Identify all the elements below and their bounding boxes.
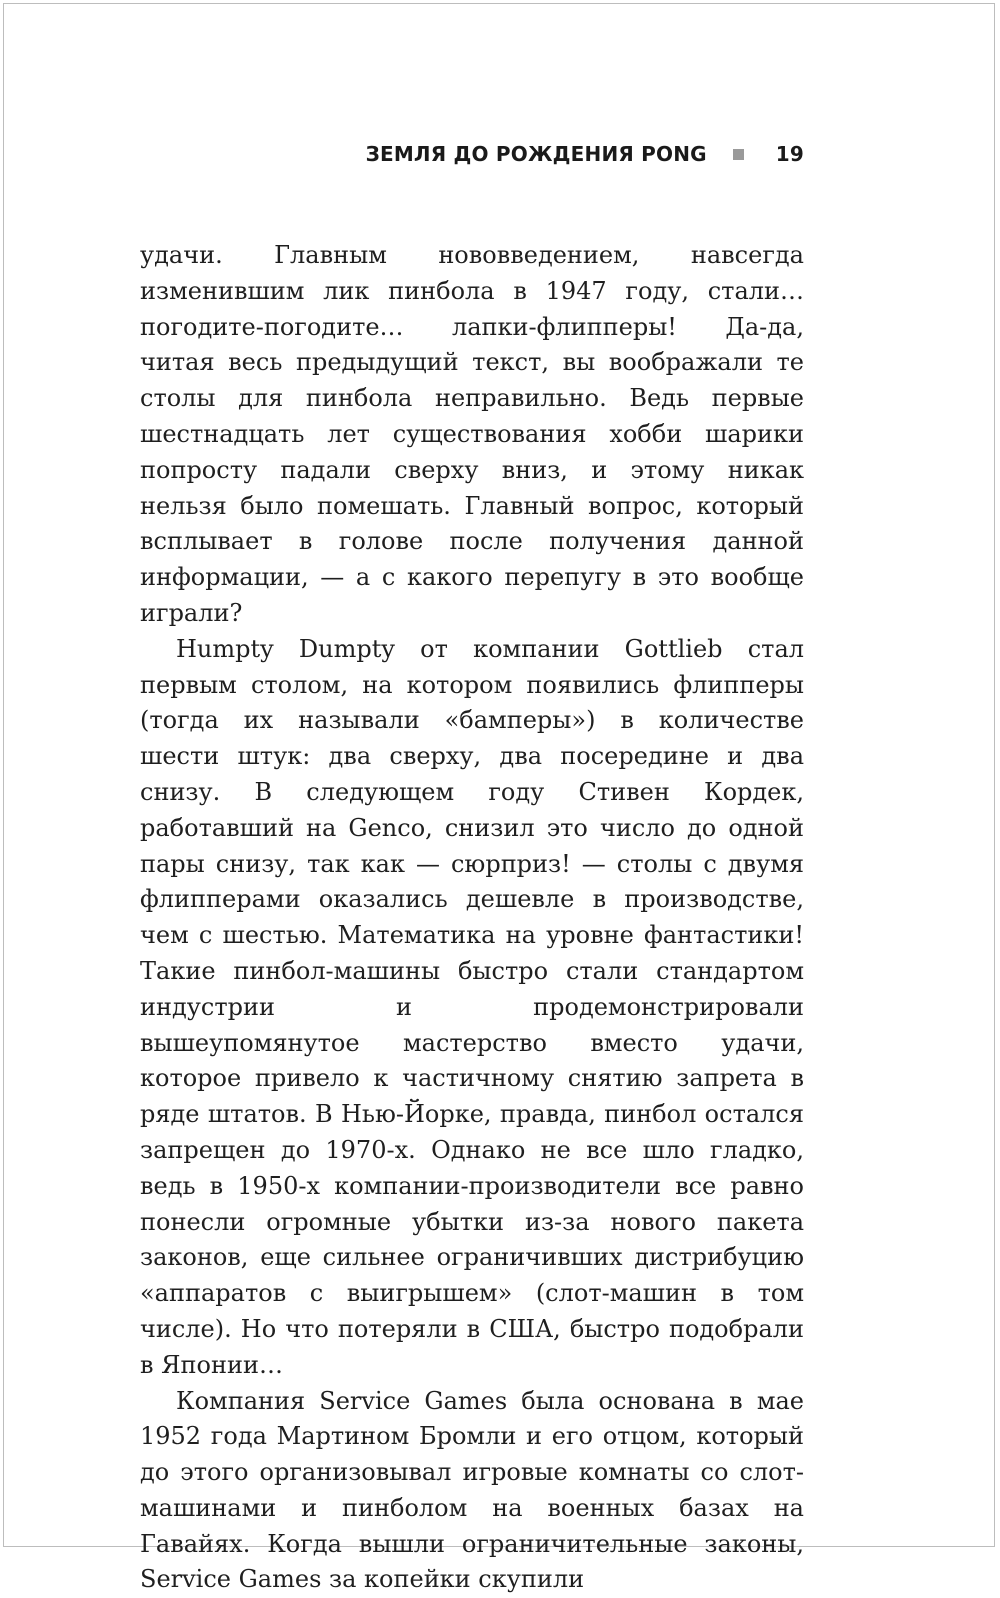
paragraph-2: Humpty Dumpty от компании Gottlieb стал первым столом, на котором появились флипперы (тогда их называли «бамперы») в количестве шести штук: два сверху, два посередине и два снизу. В следующем году Стивен Кордек, работавший на Genco, снизил это число до одной пары снизу, так как — сюрприз! — столы с двумя флипперами оказались дешевле в производстве, чем с шестью. Математика на уровне фантастики! Такие пинбол-машины быстро стали стандартом индустрии и продемонстрировали вышеупомянутое мастерство вместо удачи, которое привело к частичному снятию запрета в ряде штатов. В Нью-Йорке, правда, пинбол остался запрещен до 1970-х. Однако не все шло гладко, ведь в 1950-х компании-производители все равно понесли огромные убытки из-за нового пакета законов, еще сильнее ограничивших дистрибуцию «аппаратов с выигрышем» (слот-машин в том числе). Но что потеряли в США, быстро подобрали в Японии… bbox=[140, 632, 804, 1384]
running-header bbox=[366, 142, 804, 166]
paragraph-1: удачи. Главным нововведением, навсегда изменившим лик пинбола в 1947 году, стали… погодите-погодите… лапки-флипперы! Да-да, читая весь предыдущий текст, вы воображали те столы для пинбола неправильно. Ведь первые шестнадцать лет существования хобби шарики попросту падали сверху вниз, и этому никак нельзя было помешать. Главный вопрос, который всплывает в голове после получения данной информации, — а с какого перепугу в это вообще играли? bbox=[140, 238, 804, 632]
body-text bbox=[140, 238, 804, 1598]
chapter-title: ЗЕМЛЯ ДО РОЖДЕНИЯ PONG bbox=[366, 142, 707, 166]
paragraph-3: Компания Service Games была основана в мае 1952 года Мартином Бромли и его отцом, который до этого организовывал игровые комнаты со слот-машинами и пинболом на военных базах на Гавайях. Когда вышли ограничительные законы, Service Games за копейки скупили bbox=[140, 1384, 804, 1598]
page-number: 19 bbox=[776, 142, 804, 166]
header-separator-square bbox=[733, 149, 744, 160]
